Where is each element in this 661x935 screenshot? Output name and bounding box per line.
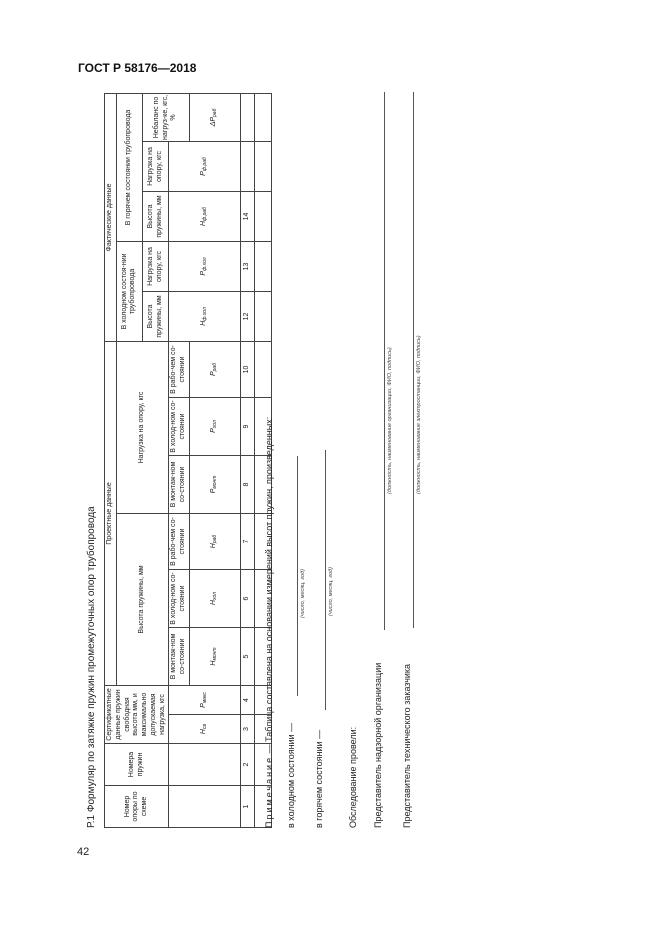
symbol-p-mount: $P_{монт}$ bbox=[189, 456, 240, 514]
note-text: — Таблица составлена на основании измерений высот пружин, произведенных: bbox=[264, 416, 274, 756]
symbol-pf-work: $P_{ф.раб}$ bbox=[169, 142, 241, 192]
column-number: 4 bbox=[240, 686, 254, 715]
cold-state-date-hint: (число, месяц, год) bbox=[300, 569, 306, 618]
symbol-h-mount: $H_{монт}$ bbox=[189, 628, 240, 686]
header-spring-number: Номера пружин bbox=[105, 744, 169, 786]
header-imbalance: Небаланс по нагруз-ке, кгс, % bbox=[143, 93, 190, 141]
page-number: 42 bbox=[77, 846, 90, 858]
header-sub-work-height: В рабо-чем со-стоянии bbox=[169, 514, 190, 570]
column-number: 12 bbox=[240, 292, 254, 342]
header-support-number: Номер опоры по схеме bbox=[105, 786, 169, 828]
customer-signature-line[interactable] bbox=[413, 92, 414, 628]
hot-state-label: в горячем состоянии — bbox=[314, 729, 324, 828]
header-hot-state: В горячем состоянии трубопровода bbox=[116, 93, 142, 241]
header-certificate-data: Сертификатные данные пружин свободная высота мм, и максимально допускаемая нагрузка, кгс bbox=[105, 686, 169, 744]
header-design-data: Проектные данные bbox=[105, 342, 117, 686]
symbol-hf-work: $H_{ф.раб}$ bbox=[169, 192, 241, 242]
header-sub-hot-load: Нагрузка на опору, кгс bbox=[143, 142, 169, 192]
supervisor-hint: (должность, наименование организации, ФИО, подпись) bbox=[387, 347, 393, 494]
document-standard-header: ГОСТ Р 58176—2018 bbox=[78, 61, 197, 75]
column-number bbox=[240, 142, 254, 192]
column-number: 9 bbox=[240, 398, 254, 456]
symbol-p-cold: $P_{хол}$ bbox=[189, 398, 240, 456]
header-sub-cold-load: Нагрузка на опору, кгс bbox=[143, 242, 169, 292]
customer-hint: (должность, наименование электростанции, ФИО, подпись) bbox=[416, 335, 422, 494]
symbol-h-free: $H_{св}$ bbox=[169, 715, 241, 744]
inspection-label: Обследование провели: bbox=[348, 726, 358, 828]
header-spring-height: Высота пружины, мм bbox=[116, 514, 169, 686]
symbol-hf-cold: $H_{ф.хол}$ bbox=[169, 292, 241, 342]
column-number: 14 bbox=[240, 192, 254, 242]
table-note bbox=[264, 417, 274, 828]
header-sub-hot-height: Высота пружины, мм bbox=[143, 192, 169, 242]
rotated-form-block bbox=[86, 92, 428, 828]
symbol-pf-cold: $P_{ф.хол}$ bbox=[169, 242, 241, 292]
header-sub-mount-load: В монтаж-ном со-стоянии bbox=[169, 456, 190, 514]
column-number: 6 bbox=[240, 570, 254, 628]
symbol-p-work: $P_{раб}$ bbox=[189, 342, 240, 398]
symbol-p-max: $P_{макс}$ bbox=[169, 686, 241, 715]
header-sub-work-load: В рабо-чем со-стоянии bbox=[169, 342, 190, 398]
column-number: 7 bbox=[240, 514, 254, 570]
cell-support-blank bbox=[169, 786, 241, 828]
symbol-h-work: $H_{раб}$ bbox=[189, 514, 240, 570]
column-number: 2 bbox=[240, 744, 254, 786]
column-number: 10 bbox=[240, 342, 254, 398]
note-heading: Примечание bbox=[264, 755, 274, 828]
spring-tightening-table bbox=[104, 93, 272, 828]
supervisor-signature-line[interactable] bbox=[384, 92, 385, 630]
cold-state-label: в холодном состоянии — bbox=[286, 722, 296, 828]
header-sub-cold-height-design: В холод-ном со-стоянии bbox=[169, 570, 190, 628]
header-sub-cold-load-design: В холод-ном со-стоянии bbox=[169, 398, 190, 456]
column-number: 1 bbox=[240, 786, 254, 828]
header-actual-data: Фактические данные bbox=[105, 93, 117, 341]
header-cold-state: В холодном состоя-нии трубопровода bbox=[116, 242, 142, 342]
hot-state-date-hint: (число, месяц, год) bbox=[328, 567, 334, 616]
column-number bbox=[240, 93, 254, 141]
supervisor-label: Представитель надзорной организации bbox=[373, 662, 383, 828]
column-number: 3 bbox=[240, 715, 254, 744]
cold-state-date-line[interactable] bbox=[297, 456, 298, 696]
header-sub-mount-height: В монтаж-ном со-стоянии bbox=[169, 628, 190, 686]
column-number: 8 bbox=[240, 456, 254, 514]
header-support-load: Нагрузка на опору, кгс bbox=[116, 342, 169, 514]
symbol-delta-p: $\Delta P_{раб}$ bbox=[189, 93, 240, 141]
symbol-h-cold: $H_{хол}$ bbox=[189, 570, 240, 628]
column-number: 13 bbox=[240, 242, 254, 292]
form-caption: Р.1 Формуляр по затяжке пружин промежуточных опор трубопровода bbox=[86, 506, 97, 828]
header-sub-cold-height: Высота пружины, мм bbox=[143, 292, 169, 342]
cell-spring-blank bbox=[169, 744, 241, 786]
column-number: 5 bbox=[240, 628, 254, 686]
hot-state-date-line[interactable] bbox=[325, 450, 326, 710]
customer-label: Представитель технического заказчика bbox=[402, 663, 412, 828]
